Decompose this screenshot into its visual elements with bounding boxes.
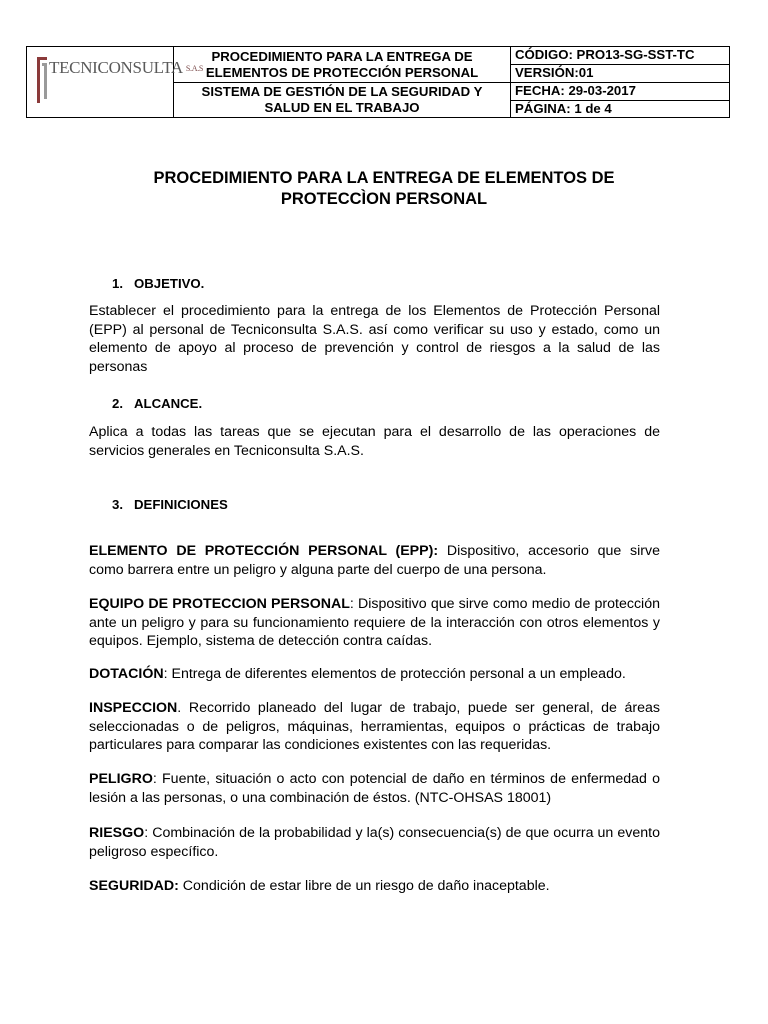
section-heading-alcance bbox=[112, 396, 202, 411]
document-date: FECHA: 29-03-2017 bbox=[511, 83, 729, 101]
objetivo-text: Establecer el procedimiento para la entrega de los Elementos de Protección Personal (EPP) al personal de Tecniconsulta S.A.S. así como verificar su uso y estado, como un elemento de apoyo al proceso de prevención y control de riesgos a la salud de las personas bbox=[89, 303, 660, 375]
code-version-cell bbox=[511, 47, 730, 83]
definition-riesgo bbox=[89, 824, 660, 861]
definition-term: PELIGRO bbox=[89, 771, 153, 787]
definition-term: DOTACIÓN bbox=[89, 666, 164, 682]
definition-inspeccion bbox=[89, 699, 660, 755]
system-line1: SISTEMA DE GESTIÓN DE LA SEGURIDAD Y bbox=[201, 84, 483, 99]
definition-text: : Combinación de la probabilidad y la(s) consecuencia(s) de que ocurra un evento peligroso específico. bbox=[89, 825, 660, 860]
date-page-cell bbox=[511, 83, 730, 118]
logo-text: TECNICONSULTA S.A.S bbox=[49, 58, 204, 77]
section-title: DEFINICIONES bbox=[134, 497, 228, 512]
alcance-text: Aplica a todas las tareas que se ejecutan para el desarrollo de las operaciones de servicios generales en Tecniconsulta S.A.S. bbox=[89, 424, 660, 459]
definition-equipo bbox=[89, 595, 660, 651]
section-heading-definiciones bbox=[112, 497, 228, 512]
definition-text: . Recorrido planeado del lugar de trabajo, puede ser general, de áreas seleccionadas o de peligros, máquinas, herramientas, equipos o prácticas de trabajo particulares para comparar las condiciones existentes con las requeridas. bbox=[89, 700, 660, 753]
document-header-table bbox=[26, 46, 730, 118]
document-page: PÁGINA: 1 de 4 bbox=[515, 101, 612, 116]
section-heading-objetivo bbox=[112, 276, 204, 291]
definition-text: : Dispositivo que sirve como medio de protección ante un peligro y para su funcionamiento requiere de la interacción con otros elementos y equipos. Ejemplo, sistema de detección contra caídas. bbox=[89, 596, 660, 649]
section-number: 2. bbox=[112, 396, 123, 411]
document-version: VERSIÓN:01 bbox=[515, 65, 594, 80]
definition-term: SEGURIDAD: bbox=[89, 878, 179, 894]
document-title-line1: PROCEDIMIENTO PARA LA ENTREGA DE ELEMENTOS DE bbox=[153, 169, 615, 187]
management-system-cell bbox=[174, 83, 511, 118]
definition-term: EQUIPO DE PROTECCION PERSONAL bbox=[89, 596, 350, 612]
document-title-line2: PROTECCÌON PERSONAL bbox=[280, 190, 488, 208]
document-title-cell bbox=[174, 47, 511, 83]
definition-term: INSPECCION bbox=[89, 700, 178, 716]
definition-seguridad bbox=[89, 877, 660, 896]
document-code: CÓDIGO: PRO13-SG-SST-TC bbox=[511, 47, 729, 65]
definition-text: : Fuente, situación o acto con potencial de daño en términos de enfermedad o lesión a las personas, o una combinación de éstos. (NTC-OHSAS 18001) bbox=[89, 771, 660, 806]
logo-cell bbox=[27, 47, 204, 118]
logo-mark-icon bbox=[35, 55, 49, 105]
definition-text: : Entrega de diferentes elementos de protección personal a un empleado. bbox=[163, 666, 626, 682]
company-logo bbox=[33, 53, 204, 111]
definition-term: ELEMENTO DE PROTECCIÓN PERSONAL (EPP): bbox=[89, 543, 439, 559]
document-title bbox=[0, 168, 768, 210]
definition-text: Condición de estar libre de un riesgo de daño inaceptable. bbox=[178, 878, 550, 894]
definition-text: Dispositivo, accesorio que sirve como barrera entre un peligro y alguna parte del cuerpo de una persona. bbox=[89, 543, 661, 578]
header-title-line2: ELEMENTOS DE PROTECCIÓN PERSONAL bbox=[205, 64, 479, 80]
definition-epp bbox=[89, 542, 660, 579]
section-number: 3. bbox=[112, 497, 123, 512]
definition-term: RIESGO bbox=[89, 825, 145, 841]
definition-peligro bbox=[89, 770, 660, 807]
section-title: ALCANCE. bbox=[134, 396, 203, 411]
section-title: OBJETIVO. bbox=[134, 276, 205, 291]
definition-dotacion bbox=[89, 665, 660, 684]
header-title-line1: PROCEDIMIENTO PARA LA ENTREGA DE bbox=[211, 48, 473, 64]
section-number: 1. bbox=[112, 276, 123, 291]
logo-subtext-decoration bbox=[51, 83, 161, 103]
system-line2: SALUD EN EL TRABAJO bbox=[264, 100, 420, 115]
